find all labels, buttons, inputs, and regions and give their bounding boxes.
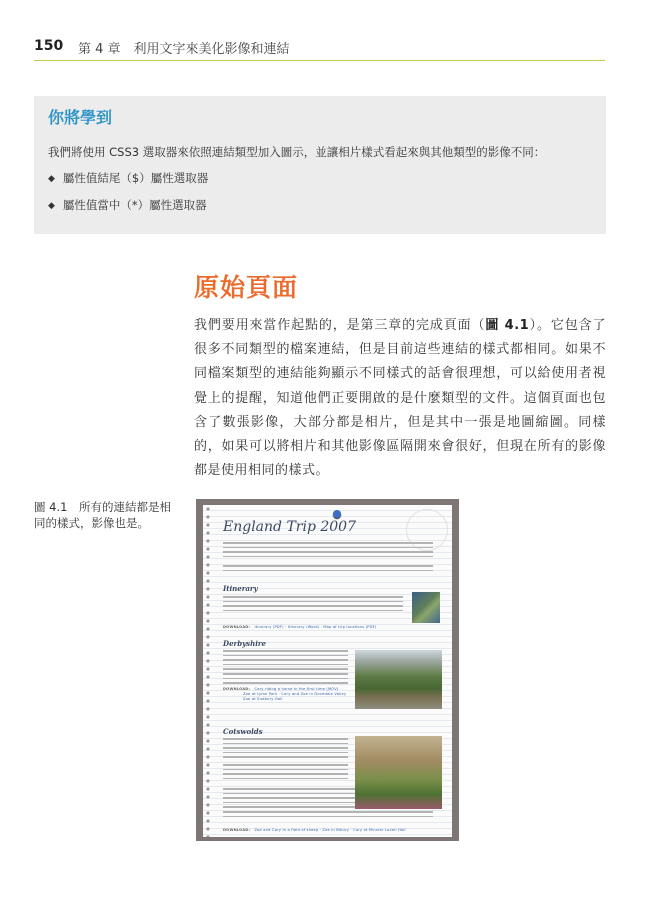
download-link[interactable]: Zoe in Bibury <box>322 828 350 832</box>
download-label: DOWNLOAD: <box>223 687 251 691</box>
figure-reference: 圖 4.1 <box>485 318 530 333</box>
derbyshire-photo <box>355 650 442 709</box>
download-link[interactable]: Itinerary (PDF) <box>254 625 284 629</box>
section-title: 原始頁面 <box>194 273 299 302</box>
intro-text-lines <box>223 542 433 560</box>
download-link[interactable]: Cary and Zoe in Dovedale Valley <box>281 692 347 697</box>
learning-title: 你將學到 <box>48 108 113 127</box>
learning-box <box>34 96 606 234</box>
cotswolds-photo <box>355 736 442 809</box>
learning-bullet-item <box>48 197 207 213</box>
intro-text-lines <box>223 565 433 574</box>
diamond-bullet-icon: ◆ <box>48 201 55 211</box>
cotswolds-text-lines <box>223 764 348 782</box>
download-link[interactable]: Zoe at Sudbury Hall <box>243 697 283 702</box>
header-rule <box>34 60 605 61</box>
derbyshire-text-lines <box>223 650 348 687</box>
spiral-holes <box>205 505 211 837</box>
figure-screenshot <box>196 499 459 841</box>
download-link[interactable]: Map of trip locations (PDF) <box>323 625 377 629</box>
learning-description: 我們將使用 CSS3 選取器來依照連結類型加入圖示，並讓相片樣式看起來與其他類型的影像不同： <box>48 145 546 159</box>
download-link[interactable]: Cary at Minster Lovell Hall <box>353 828 406 832</box>
bullet-text: 屬性值當中（*）屬性選取器 <box>62 198 207 212</box>
notebook-paper <box>203 505 452 837</box>
body-paragraph <box>194 314 606 483</box>
screenshot-heading: Itinerary <box>223 584 258 593</box>
bullet-text: 屬性值結尾（$）屬性選取器 <box>62 171 209 185</box>
download-label: DOWNLOAD: <box>223 828 251 832</box>
figure-caption: 圖 4.1 所有的連結都是相同的樣式，影像也是。 <box>34 500 171 530</box>
learning-bullet-item <box>48 170 208 186</box>
download-link[interactable]: Cary riding a horse in the first time (MOV) <box>254 687 339 691</box>
download-link[interactable]: Zoe and Cary in a field of sheep <box>254 828 319 832</box>
download-link[interactable]: Itinerary (Word) <box>287 625 320 629</box>
chapter-title: 第 4 章 利用文字來美化影像和連結 <box>78 42 290 57</box>
screenshot-title: England Trip 2007 <box>223 519 356 535</box>
itinerary-text-lines <box>223 596 403 614</box>
pushpin-icon <box>333 510 341 518</box>
screenshot-heading: Cotswolds <box>223 727 263 736</box>
screenshot-heading: Derbyshire <box>223 639 267 648</box>
derbyshire-downloads: DOWNLOAD: Cary riding a horse in the first time (MOV) Zoe at Lyme Park · Cary and Zoe in Dovedale Valley Zoe at Sudbury Hall <box>223 687 347 702</box>
map-thumbnail <box>412 592 440 623</box>
cotswolds-text-lines <box>223 738 348 761</box>
body-text-rest: ）。它包含了很多不同類型的檔案連結，但是目前這些連結的樣式都相同。如果不同檔案類型的連結能夠顯示不同樣式的話會很理想，可以給使用者視覺上的提醒，知道他們正要開啟的是什麼類型的文件。這個頁面也包含了數張影像，大部分都是相片，但是其中一張是地圖縮圖。同樣的，如果可以將相片和其他影像區隔開來會很好，但現在所有的影像都是使用相同的樣式。 <box>194 318 606 479</box>
itinerary-downloads: DOWNLOAD: Itinerary (PDF) · Itinerary (Word) · Map of trip locations (PDF) <box>223 625 377 629</box>
download-label: DOWNLOAD: <box>223 625 251 629</box>
page-number: 150 <box>34 38 64 54</box>
diamond-bullet-icon: ◆ <box>48 174 55 184</box>
download-link[interactable]: Zoe at Lyme Park <box>243 692 278 697</box>
cotswolds-downloads: DOWNLOAD: Zoe and Cary in a field of sheep · Zoe in Bibury · Cary at Minster Lovell Hall <box>223 828 406 832</box>
body-text-start: 我們要用來當作起點的，是第三章的完成頁面（ <box>194 318 486 333</box>
